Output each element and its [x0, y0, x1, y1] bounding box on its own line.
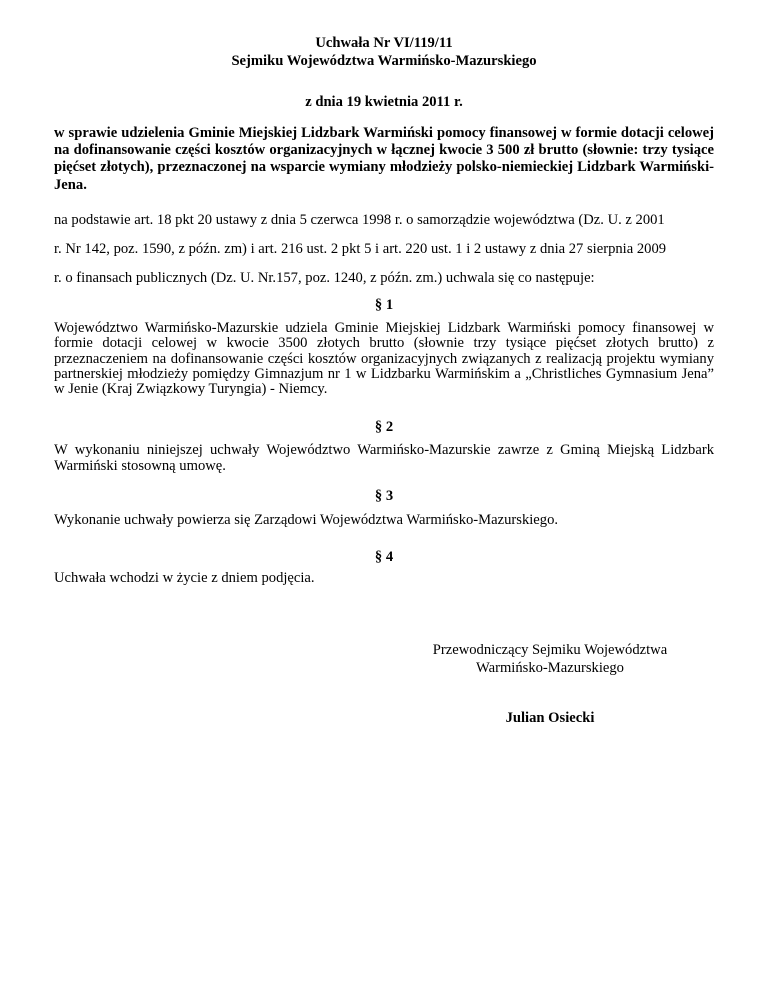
paragraph-2-text: W wykonaniu niniejszej uchwały Województwo Warmińsko-Mazurskie zawrze z Gminą Miejską Lidzbark Warmiński stosowną umowę.	[54, 442, 714, 474]
signatory-title-line-2: Warmińsko-Mazurskiego	[476, 659, 624, 676]
paragraph-1-text: Województwo Warmińsko-Mazurskie udziela Gminie Miejskiej Lidzbark Warmiński pomocy finansowej w formie dotacji celowej w kwocie 3500 złotych brutto (słownie trzy tysiące pięćset złotych brutto) z przeznaczeniem na dofinansowanie części kosztów organizacyjnych związanych z realizacją projektu wymiany partnerskiej młodzieży pomiędzy Gimnazjum nr 1 w Lidzbarku Warmińskim a „Christliches Gymnasium Jena” w Jenie (Kraj Związkowy Turyngia) - Niemcy.	[54, 320, 714, 398]
signatory-name: Julian Osiecki	[505, 710, 595, 726]
resolution-number: Uchwała Nr VI/119/11	[315, 35, 453, 51]
legal-basis-line-1: na podstawie art. 18 pkt 20 ustawy z dnia 5 czerwca 1998 r. o samorządzie województwa (Dz. U. z 2001	[54, 212, 665, 228]
resolution-subject: w sprawie udzielenia Gminie Miejskiej Lidzbark Warmiński pomocy finansowej w formie dotacji celowej na dofinansowanie części kosztów organizacyjnych w łącznej kwocie 3 500 zł brutto (słownie: trzy tysiące pięćset złotych), przeznaczonej na wsparcie wymiany młodzieży polsko-niemieckiej Lidzbark Warmiński-Jena.	[54, 125, 714, 193]
paragraph-4-sign: § 4	[374, 549, 394, 565]
paragraph-4-text: Uchwała wchodzi w życie z dniem podjęcia.	[54, 570, 315, 586]
legal-basis-line-3: r. o finansach publicznych (Dz. U. Nr.157, poz. 1240, z późn. zm.) uchwala się co następuje:	[54, 269, 595, 286]
paragraph-1-sign: § 1	[374, 297, 394, 313]
paragraph-3-sign: § 3	[374, 488, 394, 504]
resolution-date: z dnia 19 kwietnia 2011 r.	[305, 94, 463, 110]
legal-basis-line-2: r. Nr 142, poz. 1590, z późn. zm) i art. 216 ust. 2 pkt 5 i art. 220 ust. 1 i 2 ustawy z dnia 27 sierpnia 2009	[54, 240, 667, 257]
legal-basis	[54, 206, 714, 292]
resolution-issuer: Sejmiku Województwa Warmińsko-Mazurskiego	[231, 53, 537, 69]
signatory-title	[400, 642, 700, 677]
signatory-title-line-1: Przewodniczący Sejmiku Województwa	[432, 642, 668, 658]
paragraph-2-sign: § 2	[374, 419, 394, 435]
paragraph-3-text: Wykonanie uchwały powierza się Zarządowi Województwa Warmińsko-Mazurskiego.	[54, 512, 559, 528]
